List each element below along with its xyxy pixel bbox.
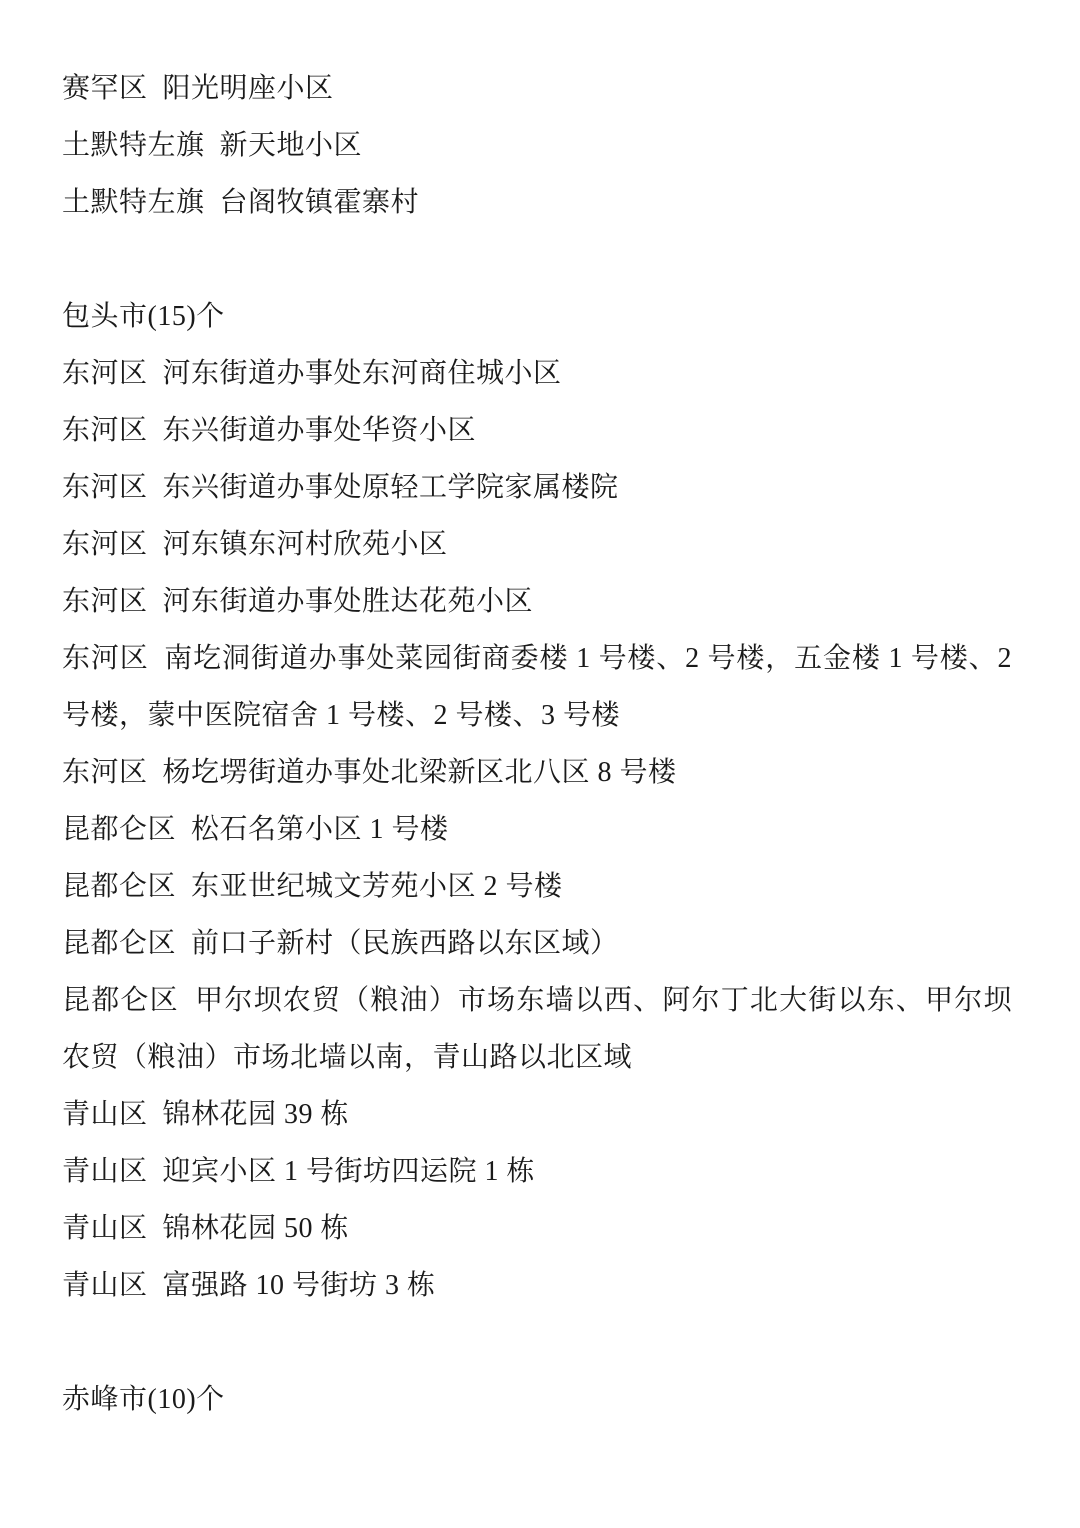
entry-saihan-yangguangmingzuo: 赛罕区 阳光明座小区 bbox=[62, 73, 334, 104]
blank-line-1 bbox=[62, 231, 1012, 288]
entry-kundulun-dongyashijicheng: 昆都仑区 东亚世纪城文芳苑小区 2 号楼 bbox=[62, 871, 563, 902]
entry-kundulun-qiankouzixincun: 昆都仑区 前口子新村（民族西路以东区域） bbox=[62, 928, 619, 959]
entry-kundulun-songshimingdi: 昆都仑区 松石名第小区 1 号楼 bbox=[62, 814, 449, 845]
entry-tumotezuoqi-taigemuzhen: 土默特左旗 台阁牧镇霍寨村 bbox=[62, 187, 420, 218]
entry-kundulun-jiaerba-nongmao: 昆都仑区 甲尔坝农贸（粮油）市场东墙以西、阿尔丁北大街以东、甲尔坝农贸（粮油）市场北墙以南，青山路以北区域 bbox=[62, 985, 1012, 1073]
entry-donghe-hedongjiedao-shangzhucheng: 东河区 河东街道办事处东河商住城小区 bbox=[62, 358, 562, 389]
entry-qingshan-yingbin-1: 青山区 迎宾小区 1 号街坊四运院 1 栋 bbox=[62, 1156, 536, 1187]
entry-qingshan-jinlinhuayuan-50: 青山区 锦林花园 50 栋 bbox=[62, 1213, 350, 1244]
entry-donghe-dongxingjiedao-huazi: 东河区 东兴街道办事处华资小区 bbox=[62, 415, 477, 446]
document-body bbox=[62, 60, 1020, 1428]
entry-donghe-nanheidong-caiyuanjie: 东河区 南圪洞街道办事处菜园街商委楼 1 号楼、2 号楼，五金楼 1 号楼、2 号楼，蒙中医院宿舍 1 号楼、2 号楼、3 号楼 bbox=[62, 643, 1020, 731]
city-heading-chifeng: 赤峰市(10)个 bbox=[62, 1384, 225, 1415]
entry-qingshan-fuqianglu-10: 青山区 富强路 10 号街坊 3 栋 bbox=[62, 1270, 436, 1301]
entry-donghe-yangheleng-beiliangxinqu: 东河区 杨圪塄街道办事处北梁新区北八区 8 号楼 bbox=[62, 757, 677, 788]
city-heading-baotou: 包头市(15)个 bbox=[62, 301, 225, 332]
entry-donghe-hedongjiedao-shengdahuayuan: 东河区 河东街道办事处胜达花苑小区 bbox=[62, 586, 534, 617]
entry-tumotezuoqi-xintiandi: 土默特左旗 新天地小区 bbox=[62, 130, 363, 161]
entry-donghe-hedongzhen-xinyuan: 东河区 河东镇东河村欣苑小区 bbox=[62, 529, 448, 560]
entry-qingshan-jinlinhuayuan-39: 青山区 锦林花园 39 栋 bbox=[62, 1099, 350, 1130]
entry-donghe-dongxingjiedao-qinggongxueyuan: 东河区 东兴街道办事处原轻工学院家属楼院 bbox=[62, 472, 619, 503]
blank-line-2 bbox=[62, 1314, 1012, 1371]
